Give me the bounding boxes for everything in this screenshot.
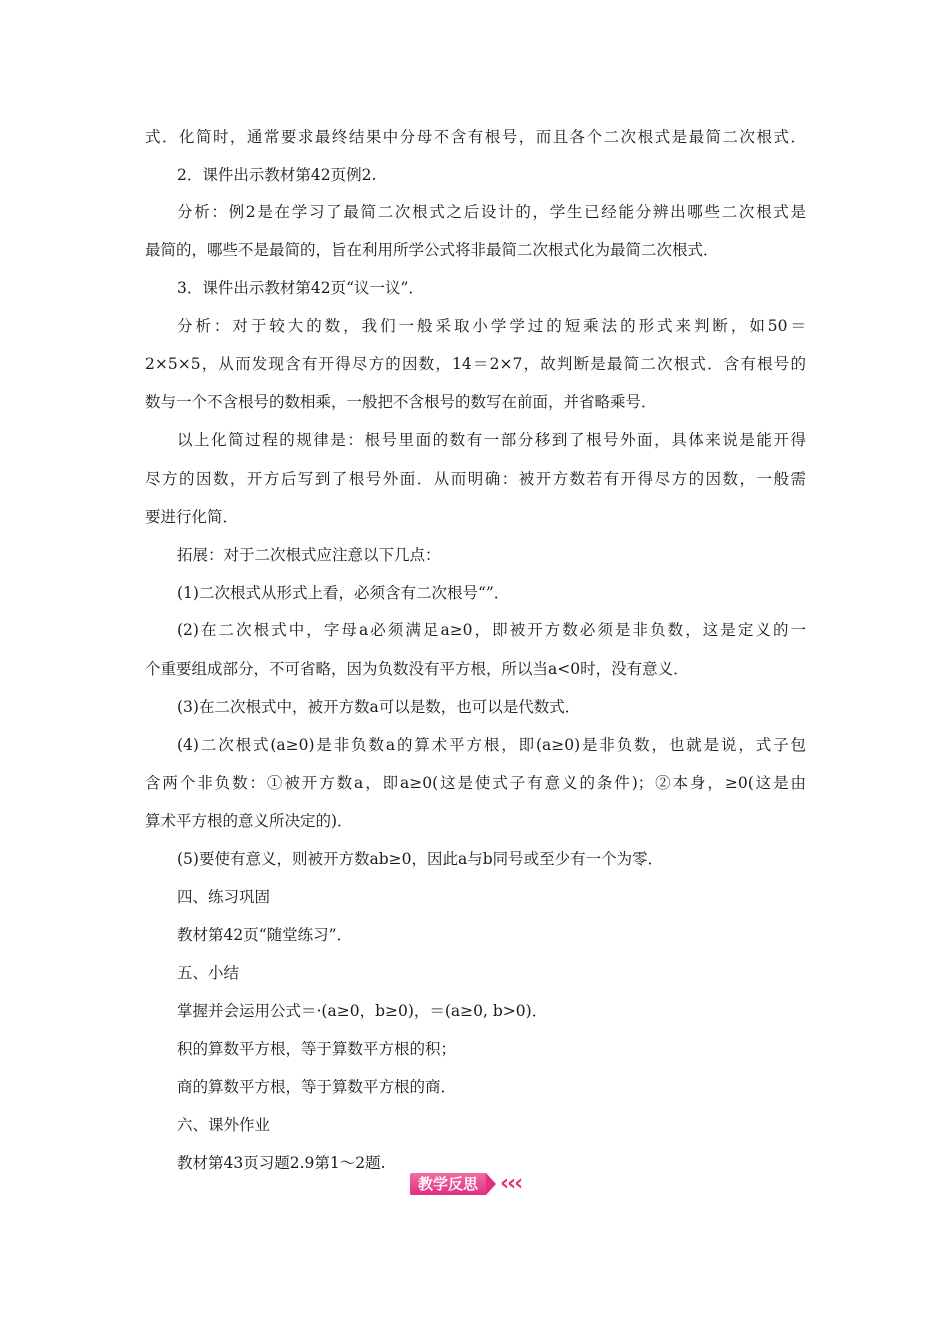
paragraph-line: (3)在二次根式中，被开方数a可以是数，也可以是代数式． <box>177 698 581 716</box>
paragraph-line: 式．化简时，通常要求最终结果中分母不含有根号，而且各个二次根式是最简二次根式． <box>145 128 806 146</box>
section-heading: 六、课外作业 <box>177 1116 271 1134</box>
paragraph-line: 商的算数平方根，等于算数平方根的商． <box>177 1078 457 1096</box>
paragraph-line: 个重要组成部分，不可省略，因为负数没有平方根，所以当a<0时，没有意义． <box>145 660 689 678</box>
paragraph-line: (1)二次根式从形式上看，必须含有二次根号“”． <box>177 584 510 602</box>
paragraph-line: 教材第43页习题2.9第1～2题. <box>177 1154 386 1172</box>
section-heading: 五、小结 <box>177 964 240 982</box>
paragraph-line: 积的算数平方根，等于算数平方根的积； <box>177 1040 457 1058</box>
paragraph-line: 分析：例2是在学习了最简二次根式之后设计的，学生已经能分辨出哪些二次根式是 <box>177 203 806 221</box>
paragraph-line: 分析：对于较大的数，我们一般采取小学学过的短乘法的形式来判断，如50＝ <box>177 317 806 335</box>
banner-label: 教学反思 <box>410 1173 486 1195</box>
section-heading: 四、练习巩固 <box>177 888 271 906</box>
paragraph-line: 2×5×5，从而发现含有开得尽方的因数，14＝2×7，故判断是最简二次根式．含有根号的 <box>145 355 806 373</box>
paragraph-line: 尽方的因数，开方后写到了根号外面．从而明确：被开方数若有开得尽方的因数，一般需 <box>145 470 806 488</box>
paragraph-line: 含两个非负数：①被开方数a，即a≥0(这是使式子有意义的条件)；②本身，≥0(这是由 <box>145 774 806 792</box>
paragraph-line: (2)在二次根式中，字母a必须满足a≥0，即被开方数必须是非负数，这是定义的一 <box>177 621 806 639</box>
paragraph-line: 要进行化简． <box>145 508 239 526</box>
paragraph-line: (5)要使有意义，则被开方数ab≥0，因此a与b同号或至少有一个为零． <box>177 850 664 868</box>
paragraph-line: 算术平方根的意义所决定的)． <box>145 812 353 830</box>
reflection-banner <box>410 1173 521 1195</box>
paragraph-line: 最简的，哪些不是最简的，旨在利用所学公式将非最简二次根式化为最简二次根式． <box>145 241 719 259</box>
paragraph-line: 3．课件出示教材第42页“议一议”． <box>177 279 424 297</box>
paragraph-line: 数与一个不含根号的数相乘，一般把不含根号的数写在前面，并省略乘号． <box>145 393 657 411</box>
paragraph-line: 教材第42页“随堂练习”． <box>177 926 353 944</box>
chevron-left-icon: ‹‹‹ <box>500 1171 522 1196</box>
paragraph-line: (4)二次根式(a≥0)是非负数a的算术平方根，即(a≥0)是非负数，也就是说，式子包 <box>177 736 806 754</box>
paragraph-line: 拓展：对于二次根式应注意以下几点： <box>177 546 441 564</box>
paragraph-line: 掌握并会运用公式＝·(a≥0，b≥0)，＝(a≥0, b>0)． <box>177 1002 548 1020</box>
paragraph-line: 以上化简过程的规律是：根号里面的数有一部分移到了根号外面，具体来说是能开得 <box>177 431 806 449</box>
paragraph-line: 2．课件出示教材第42页例2. <box>177 166 377 184</box>
